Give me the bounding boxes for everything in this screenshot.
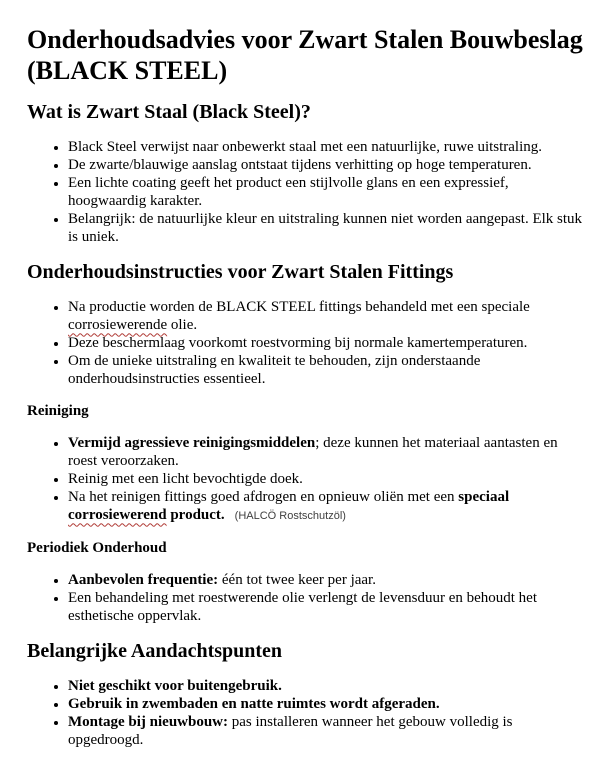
text-segment: Om de unieke uitstraling en kwaliteit te behouden, zijn onderstaande onderhoudsinstructies essentieel. [68,353,481,388]
bold-text-segment: Aanbevolen frequentie: [68,572,219,589]
text-segment: Na het reinigen fittings goed afdrogen en opnieuw oliën met een [68,489,459,506]
text-segment: olie. [167,317,198,334]
text-segment: Deze beschermlaag voorkomt roestvorming bij normale kamertemperaturen. [68,335,528,352]
list-item [68,210,586,246]
text-segment: De zwarte/blauwige aanslag ontstaat tijdens verhitting op hoge temperaturen. [68,157,532,174]
bullet-list [27,677,586,749]
list-item [68,713,586,749]
bold-text-segment: Vermijd agressieve reinigingsmiddelen [68,435,316,452]
bullet-list [27,571,586,625]
subsection-heading: Reiniging [27,403,89,420]
product-note: (HALCÖ Rostschutzöl) [234,510,346,523]
text-segment: Na productie worden de BLACK STEEL fittings behandeld met een speciale [68,299,530,316]
bold-text-segment: product. [166,507,225,524]
section-reiniging [27,402,586,525]
bullet-list [27,138,586,246]
list-item [68,434,586,470]
section-heading: Wat is Zwart Staal (Black Steel)? [27,101,311,124]
misspelled-word: corrosiewerend [68,507,167,524]
text-segment: pas installeren wanneer het gebouw volledig is opgedroogd. [68,714,513,749]
list-item [68,677,586,695]
list-item [68,334,586,352]
list-item [68,352,586,388]
subsection-heading: Periodiek Onderhoud [27,540,167,557]
text-segment: Een lichte coating geeft het product een stijlvolle glans en een expressief, hoogwaardig karakter. [68,175,509,210]
text-segment: Reinig met een licht bevochtigde doek. [68,471,303,488]
text-segment: Black Steel verwijst naar onbewerkt staal met een natuurlijke, ruwe uitstraling. [68,139,543,156]
page-title: Onderhoudsadvies voor Zwart Stalen Bouwbeslag (BLACK STEEL) [27,25,583,86]
text-segment: Belangrijk: de natuurlijke kleur en uitstraling kunnen niet worden aangepast. Elk stuk is uniek. [68,211,583,246]
text-segment: ; deze kunnen het materiaal aantasten en roest veroorzaken. [68,435,558,470]
list-item [68,695,586,713]
list-item [68,156,586,174]
list-item [68,470,586,488]
text-segment: Een behandeling met roestwerende olie verlengt de levensduur en behoudt het esthetische oppervlak. [68,590,537,625]
list-item [68,571,586,589]
section-belangrijke-aandachtspunten [27,639,586,749]
misspelled-word: corrosiewerende [68,317,168,334]
text-segment: één tot twee keer per jaar. [218,572,376,589]
section-heading: Onderhoudsinstructies voor Zwart Stalen Fittings [27,261,454,284]
list-item [68,488,586,525]
list-item [68,589,586,625]
list-item [68,138,586,156]
bold-text-segment: Montage bij nieuwbouw: [68,714,229,731]
bold-text-segment: speciaal [458,489,510,506]
section-wat-is-zwart-staal [27,100,586,246]
bold-text-segment: Gebruik in zwembaden en natte ruimtes wordt afgeraden. [68,696,440,713]
section-onderhoudsinstructies [27,260,586,388]
section-heading: Belangrijke Aandachtspunten [27,640,283,663]
bullet-list [27,298,586,388]
bold-text-segment: Niet geschikt voor buitengebruik. [68,678,282,695]
list-item [68,298,586,334]
section-periodiek-onderhoud [27,539,586,625]
bullet-list [27,434,586,525]
list-item [68,174,586,210]
